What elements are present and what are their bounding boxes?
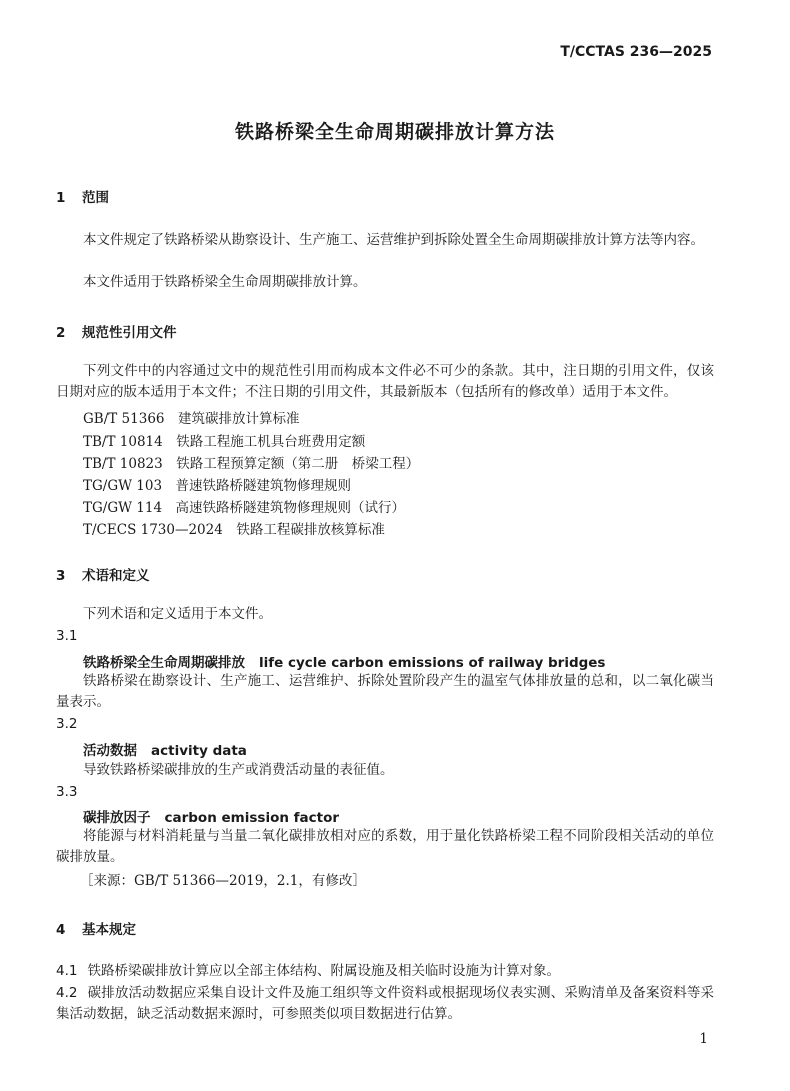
- term-chinese: 活动数据: [83, 743, 137, 759]
- term-chinese: 铁路桥梁全生命周期碳排放: [83, 655, 245, 671]
- term-english: carbon emission factor: [164, 810, 340, 826]
- term-heading: [83, 806, 339, 826]
- section-number: 2: [56, 325, 66, 341]
- section-1-paragraph-2: 本文件适用于铁路桥梁全生命周期碳排放计算。: [83, 274, 367, 290]
- term-number: 3.2: [56, 716, 78, 732]
- section-1-heading: [56, 186, 109, 206]
- section-2-heading: [56, 321, 177, 341]
- section-2-paragraph-1: 下列文件中的内容通过文中的规范性引用而构成本文件必不可少的条款。其中，注日期的引用文件，仅该日期对应的版本适用于本文件；不注日期的引用文件，其最新版本（包括所有的修改单）适用于本文件。: [56, 363, 714, 400]
- reference-item: T/CECS 1730—2024 铁路工程碳排放核算标准: [83, 522, 385, 538]
- term-heading: [83, 651, 605, 671]
- reference-item: TB/T 10814 铁路工程施工机具台班费用定额: [83, 434, 366, 450]
- section-1-paragraph-1: 本文件规定了铁路桥梁从勘察设计、生产施工、运营维护到拆除处置全生命周期碳排放计算方法等内容。: [83, 232, 704, 248]
- reference-item: TG/GW 103 普速铁路桥隧建筑物修理规则: [83, 478, 352, 494]
- term-number: 3.3: [56, 784, 78, 800]
- term-heading: [83, 739, 247, 759]
- clause-text: 碳排放活动数据应采集自设计文件及施工组织等文件资料或根据现场仪表实测、采购清单及备案资料等采集活动数据，缺乏活动数据来源时，可参照类似项目数据进行估算。: [56, 985, 714, 1022]
- document-code: T/CCTAS 236—2025: [560, 44, 712, 60]
- section-number: 4: [56, 922, 66, 938]
- reference-item: TB/T 10823 铁路工程预算定额（第二册 桥梁工程）: [83, 456, 420, 472]
- section-title: 范围: [82, 190, 109, 206]
- clause-number: 4.2: [56, 985, 78, 1001]
- section-title: 规范性引用文件: [82, 325, 177, 341]
- clause-4-1: [56, 961, 714, 982]
- term-number: 3.1: [56, 628, 78, 644]
- section-title: 基本规定: [82, 922, 136, 938]
- section-3-intro: 下列术语和定义适用于本文件。: [83, 606, 272, 622]
- reference-item: TG/GW 114 高速铁路桥隧建筑物修理规则（试行）: [83, 500, 406, 516]
- reference-item: GB/T 51366 建筑碳排放计算标准: [83, 411, 300, 427]
- clause-text: 铁路桥梁碳排放计算应以全部主体结构、附属设施及相关临时设施为计算对象。: [87, 963, 560, 979]
- term-definition: 导致铁路桥梁碳排放的生产或消费活动量的表征值。: [83, 762, 394, 778]
- section-3-heading: [56, 564, 150, 584]
- page-number: 1: [699, 1031, 708, 1047]
- term-english: life cycle carbon emissions of railway bridges: [259, 655, 606, 671]
- document-title: 铁路桥梁全生命周期碳排放计算方法: [234, 121, 555, 143]
- section-4-heading: [56, 918, 136, 938]
- section-number: 1: [56, 190, 66, 206]
- clause-4-2: [56, 983, 714, 1025]
- section-title: 术语和定义: [82, 568, 150, 584]
- section-number: 3: [56, 568, 66, 584]
- term-english: activity data: [151, 743, 247, 759]
- term-chinese: 碳排放因子: [83, 810, 151, 826]
- clause-number: 4.1: [56, 963, 78, 979]
- term-source: ［来源：GB/T 51366—2019，2.1，有修改］: [80, 873, 366, 889]
- term-definition: 铁路桥梁在勘察设计、生产施工、运营维护、拆除处置阶段产生的温室气体排放量的总和，以二氧化碳当量表示。: [56, 673, 714, 710]
- term-definition: 将能源与材料消耗量与当量二氧化碳排放相对应的系数，用于量化铁路桥梁工程不同阶段相关活动的单位碳排放量。: [56, 828, 714, 865]
